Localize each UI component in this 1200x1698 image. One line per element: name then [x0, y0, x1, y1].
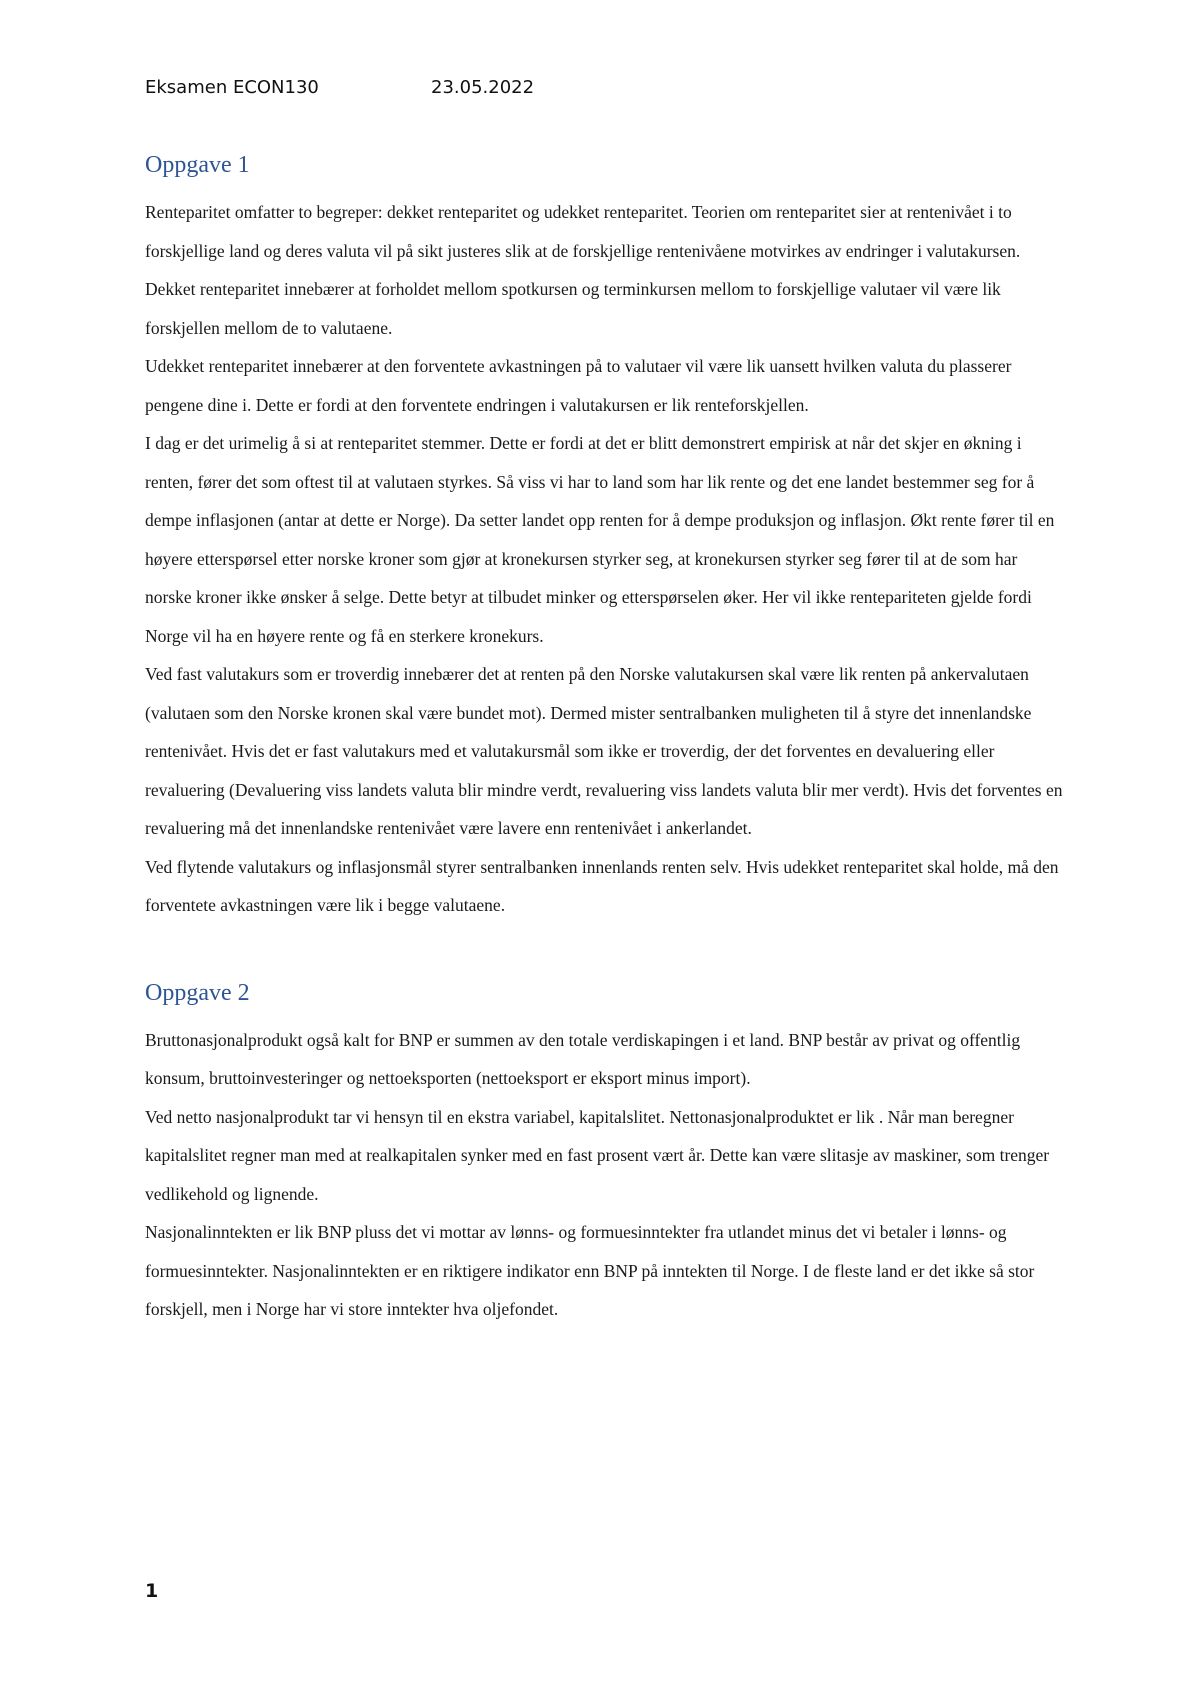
document-body [145, 147, 1065, 1329]
exam-date: 23.05.2022 [431, 77, 535, 98]
section-heading: Oppgave 1 [145, 152, 250, 178]
paragraph: I dag er det urimelig å si at renteparitet stemmer. Dette er fordi at det er blitt demonstrert empirisk at når det skjer en økning i renten, fører det som oftest til at valutaen styrkes. Så viss vi har to land som har lik rente og det ene landet bestemmer seg for å dempe inflasjonen (antar at dette er Norge). Da setter landet opp renten for å dempe produksjon og inflasjon. Økt rente fører til en høyere etterspørsel etter norske kroner som gjør at kronekursen styrker seg, at kronekursen styrker seg fører til at de som har norske kroner ikke ønsker å selge. Dette betyr at tilbudet minker og etterspørselen øker. Her vil ikke rentepariteten gjelde fordi Norge vil ha en høyere rente og få en sterkere kronekurs. [145, 433, 1055, 646]
page-number: 1 [145, 1580, 159, 1602]
paragraph: Renteparitet omfatter to begreper: dekket renteparitet og udekket renteparitet. Teorien om renteparitet sier at rentenivået i to forskjellige land og deres valuta vil på sikt justeres slik at de forskjellige rentenivåene motvirkes av endringer i valutakursen. [145, 202, 1021, 261]
paragraph: Ved flytende valutakurs og inflasjonsmål styrer sentralbanken innenlands renten selv. Hvis udekket renteparitet skal holde, må den forventete avkastningen være lik i begge valutaene. [145, 856, 1059, 915]
exam-title: Eksamen ECON130 [145, 77, 319, 98]
section-heading: Oppgave 2 [145, 979, 250, 1006]
paragraph: Ved netto nasjonalprodukt tar vi hensyn til en ekstra variabel, kapitalslitet. Nettonasjonalproduktet er lik . Når man beregner kapitalslitet regner man med at realkapitalen synker med en fast prosent vært år. Dette kan være slitasje av maskiner, som trenger vedlikehold og lignende. [145, 1106, 1050, 1204]
section-oppgave-2 [145, 975, 1065, 1329]
paragraph: Dekket renteparitet innebærer at forholdet mellom spotkursen og terminkursen mellom to forskjellige valutaer vil være lik forskjellen mellom de to valutaene. [145, 279, 1001, 338]
paragraph: Nasjonalinntekten er lik BNP pluss det vi mottar av lønns- og formuesinntekter fra utlandet minus det vi betaler i lønns- og formuesinntekter. Nasjonalinntekten er en riktigere indikator enn BNP på inntekten til Norge. I de fleste land er det ikke så stor forskjell, men i Norge har vi store inntekter hva oljefondet. [145, 1222, 1035, 1319]
paragraph: Udekket renteparitet innebærer at den forventete avkastningen på to valutaer vil være lik uansett hvilken valuta du plasserer pengene dine i. Dette er fordi at den forventete endringen i valutakursen er lik renteforskjellen. [145, 356, 1012, 415]
section-oppgave-1 [145, 147, 1065, 925]
paragraph: Bruttonasjonalprodukt også kalt for BNP er summen av den totale verdiskapingen i et land. BNP består av privat og offentlig konsum, bruttoinvesteringer og nettoeksporten (nettoeksport er eksport minus import). [145, 1029, 1021, 1088]
paragraph: Ved fast valutakurs som er troverdig innebærer det at renten på den Norske valutakursen skal være lik renten på ankervalutaen (valutaen som den Norske kronen skal være bundet mot). Dermed mister sentralbanken muligheten til å styre det innenlandske rentenivået. Hvis det er fast valutakurs med et valutakursmål som ikke er troverdig, der det forventes en devaluering eller revaluering (Devaluering viss landets valuta blir mindre verdt, revaluering viss landets valuta blir mer verdt). Hvis det forventes en revaluering må det innenlandske rentenivået være lavere enn rentenivået i ankerlandet. [145, 664, 1063, 838]
